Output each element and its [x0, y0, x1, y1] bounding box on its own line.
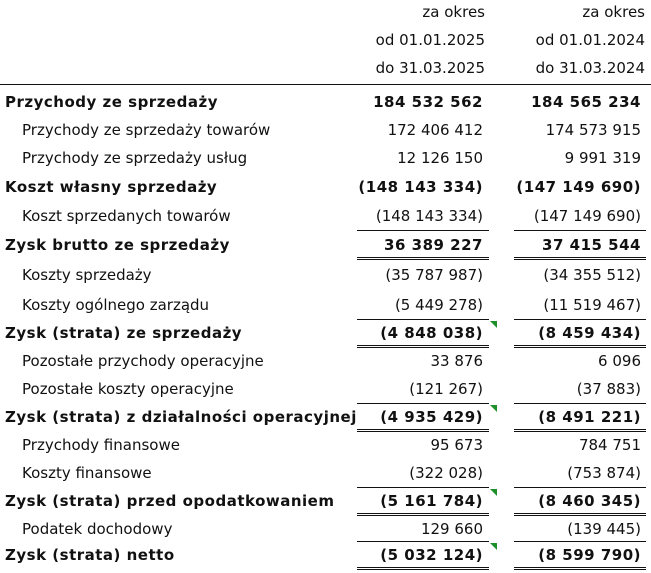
value-2024: (753 874) — [567, 464, 641, 482]
value-2024: 174 573 915 — [545, 121, 641, 139]
value-2025: 184 532 562 — [373, 93, 483, 111]
row-financial-income — [0, 431, 651, 459]
value-2025: (148 143 334) — [358, 178, 483, 196]
value-2025: 36 389 227 — [384, 236, 483, 254]
total-rule-col2 — [514, 257, 646, 260]
value-2024: (8 460 345) — [538, 492, 641, 510]
row-operating-profit — [0, 403, 651, 431]
header-col1-line3: do 31.03.2025 — [375, 59, 485, 77]
value-2025: 172 406 412 — [387, 121, 483, 139]
row-label: Koszt własny sprzedaży — [5, 178, 218, 196]
row-selling-costs — [0, 261, 651, 289]
row-label: Zysk brutto ze sprzedaży — [5, 236, 230, 254]
row-label: Pozostałe przychody operacyjne — [22, 352, 264, 370]
value-2025: (35 787 987) — [385, 266, 483, 284]
value-2024: (11 519 467) — [543, 296, 641, 314]
value-2024: (147 149 690) — [533, 207, 641, 225]
value-2025: (4 848 038) — [380, 324, 483, 342]
value-2025: 12 126 150 — [397, 149, 483, 167]
row-income-tax — [0, 515, 651, 543]
row-label: Koszty sprzedaży — [22, 266, 152, 284]
total-rule-col2 — [514, 567, 646, 570]
value-2024: (8 459 434) — [538, 324, 641, 342]
header-col1-line2: od 01.01.2025 — [375, 31, 485, 49]
row-cost-of-sales — [0, 173, 651, 201]
total-rule-col1 — [357, 567, 489, 570]
row-label: Przychody ze sprzedaży usług — [22, 149, 248, 167]
value-2025: (148 143 334) — [375, 207, 483, 225]
row-label: Pozostałe koszty operacyjne — [22, 380, 234, 398]
row-label: Przychody ze sprzedaży — [5, 93, 218, 111]
row-label: Zysk (strata) netto — [5, 546, 175, 564]
total-rule-col1 — [357, 257, 489, 260]
row-admin-costs — [0, 291, 651, 319]
row-sales-profit — [0, 319, 651, 347]
row-label: Przychody ze sprzedaży towarów — [22, 121, 271, 139]
row-label: Koszty ogólnego zarządu — [22, 296, 210, 314]
row-label: Koszty finansowe — [22, 464, 152, 482]
row-other-operating-costs — [0, 375, 651, 403]
header-col1-line1: za okres — [422, 3, 485, 21]
value-2024: (34 355 512) — [543, 266, 641, 284]
row-label: Zysk (strata) ze sprzedaży — [5, 324, 243, 342]
header-col2-line3: do 31.03.2024 — [535, 59, 645, 77]
value-2025: (322 028) — [409, 464, 483, 482]
row-cost-goods-sold — [0, 202, 651, 230]
value-2024: (8 491 221) — [538, 408, 641, 426]
value-2025: 33 876 — [430, 352, 483, 370]
row-net-profit — [0, 541, 651, 569]
header-col2-line2: od 01.01.2024 — [535, 31, 645, 49]
row-label: Zysk (strata) przed opodatkowaniem — [5, 492, 335, 510]
header-rule — [0, 84, 651, 85]
value-2024: 784 751 — [578, 436, 641, 454]
value-2024: (139 445) — [567, 520, 641, 538]
value-2025: (5 032 124) — [380, 546, 483, 564]
value-2024: 184 565 234 — [531, 93, 641, 111]
value-2025: (4 935 429) — [380, 408, 483, 426]
row-financial-costs — [0, 459, 651, 487]
value-2025: (121 267) — [409, 380, 483, 398]
row-revenue — [0, 88, 651, 116]
value-2025: (5 449 278) — [394, 296, 483, 314]
header-col2-line1: za okres — [582, 3, 645, 21]
value-2024: 37 415 544 — [542, 236, 641, 254]
row-other-operating-income — [0, 347, 651, 375]
value-2024: (147 149 690) — [516, 178, 641, 196]
value-2024: (37 883) — [576, 380, 641, 398]
row-label: Przychody finansowe — [22, 436, 180, 454]
row-label: Koszt sprzedanych towarów — [22, 207, 231, 225]
row-label: Zysk (strata) z działalności operacyjnej — [5, 408, 357, 426]
value-2024: 6 096 — [598, 352, 641, 370]
value-2025: 95 673 — [430, 436, 483, 454]
row-gross-profit — [0, 231, 651, 259]
row-label: Podatek dochodowy — [22, 520, 173, 538]
row-revenue-services — [0, 144, 651, 172]
value-2024: (8 599 790) — [538, 546, 641, 564]
row-profit-before-tax — [0, 487, 651, 515]
row-revenue-goods — [0, 116, 651, 144]
value-2025: 129 660 — [420, 520, 483, 538]
value-2024: 9 991 319 — [564, 149, 641, 167]
value-2025: (5 161 784) — [380, 492, 483, 510]
